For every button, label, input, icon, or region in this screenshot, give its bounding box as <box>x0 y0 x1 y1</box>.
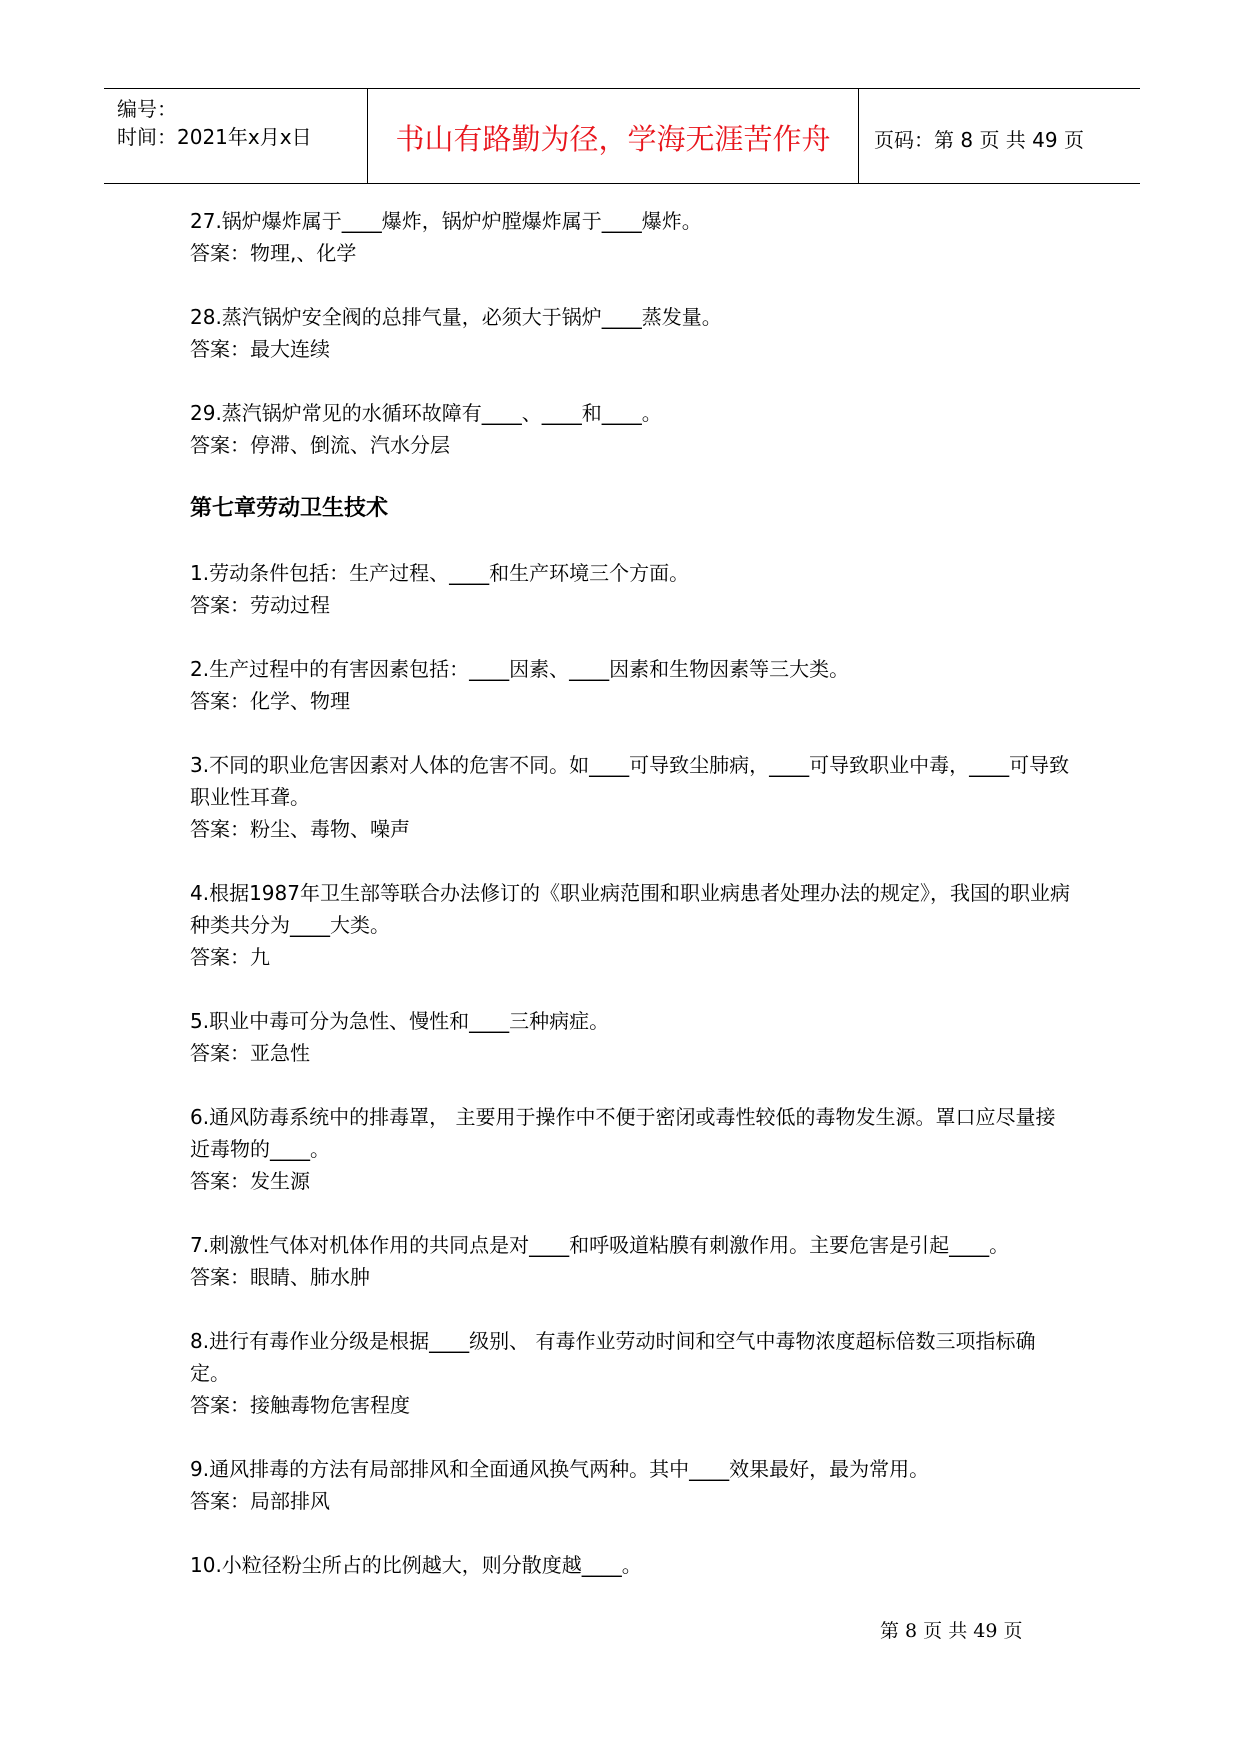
question-text: 1.劳动条件包括：生产过程、____和生产环境三个方面。 <box>190 561 690 585</box>
question-text: 28.蒸汽锅炉安全阀的总排气量，必须大于锅炉____蒸发量。 <box>190 305 722 329</box>
answer-text: 答案：发生源 <box>190 1169 310 1193</box>
page-footer: 第 8 页 共 49 页 <box>880 1620 1023 1642</box>
answer-text: 答案：化学、物理 <box>190 689 350 713</box>
answer-text: 答案：停滞、倒流、汽水分层 <box>190 433 450 457</box>
question-text: 8.进行有毒作业分级是根据____级别、 有毒作业劳动时间和空气中毒物浓度超标倍数三项指标确定。 <box>190 1329 1036 1385</box>
question-text: 7.刺激性气体对机体作用的共同点是对____和呼吸道粘膜有刺激作用。主要危害是引起____。 <box>190 1233 1010 1257</box>
answer-text: 答案：局部排风 <box>190 1489 330 1513</box>
answer-text: 答案：粉尘、毒物、噪声 <box>190 817 410 841</box>
question-item <box>190 1549 1070 1581</box>
document-time-label: 时间：2021年x月x日 <box>117 125 312 149</box>
question-item <box>190 1325 1070 1421</box>
question-text: 5.职业中毒可分为急性、慢性和____三种病症。 <box>190 1009 610 1033</box>
answer-text: 答案：物理,、化学 <box>190 241 357 265</box>
question-item <box>190 397 1070 461</box>
answer-text: 答案：眼睛、肺水肿 <box>190 1265 370 1289</box>
question-item <box>190 749 1070 845</box>
question-item <box>190 653 1070 717</box>
header-meta-cell <box>104 89 366 183</box>
answer-text: 答案：劳动过程 <box>190 593 330 617</box>
question-text: 2.生产过程中的有害因素包括：____因素、____因素和生物因素等三大类。 <box>190 657 850 681</box>
question-item <box>190 301 1070 365</box>
question-item <box>190 1229 1070 1293</box>
question-item <box>190 205 1070 269</box>
motto-text: 书山有路勤为径，学海无涯苦作舟 <box>395 122 831 156</box>
question-item <box>190 877 1070 973</box>
question-text: 6.通风防毒系统中的排毒罩， 主要用于操作中不便于密闭或毒性较低的毒物发生源。罩口应尽量接近毒物的____。 <box>190 1105 1056 1161</box>
document-number-label: 编号： <box>117 97 177 121</box>
chapter-title: 第七章劳动卫生技术 <box>190 496 389 521</box>
question-item <box>190 1453 1070 1517</box>
question-item <box>190 1005 1070 1069</box>
answer-text: 答案：九 <box>190 945 270 969</box>
question-text: 10.小粒径粉尘所占的比例越大，则分散度越____。 <box>190 1553 642 1577</box>
page-code: 页码：第 8 页 共 49 页 <box>874 128 1084 152</box>
question-text: 3.不同的职业危害因素对人体的危害不同。如____可导致尘肺病，____可导致职业中毒，____可导致职业性耳聋。 <box>190 753 1070 809</box>
question-item <box>190 1101 1070 1197</box>
document-body <box>190 205 1070 1613</box>
question-text: 4.根据1987年卫生部等联合办法修订的《职业病范围和职业病患者处理办法的规定》，我国的职业病种类共分为____大类。 <box>190 881 1070 937</box>
question-text: 27.锅炉爆炸属于____爆炸，锅炉炉膛爆炸属于____爆炸。 <box>190 209 702 233</box>
answer-text: 答案：接触毒物危害程度 <box>190 1393 410 1417</box>
answer-text: 答案：最大连续 <box>190 337 330 361</box>
page-header <box>104 88 1140 184</box>
header-motto-cell <box>367 89 859 183</box>
question-item <box>190 557 1070 621</box>
question-text: 29.蒸汽锅炉常见的水循环故障有____、____和____。 <box>190 401 662 425</box>
answer-text: 答案：亚急性 <box>190 1041 310 1065</box>
header-page-cell <box>859 89 1140 183</box>
question-text: 9.通风排毒的方法有局部排风和全面通风换气两种。其中____效果最好，最为常用。 <box>190 1457 930 1481</box>
